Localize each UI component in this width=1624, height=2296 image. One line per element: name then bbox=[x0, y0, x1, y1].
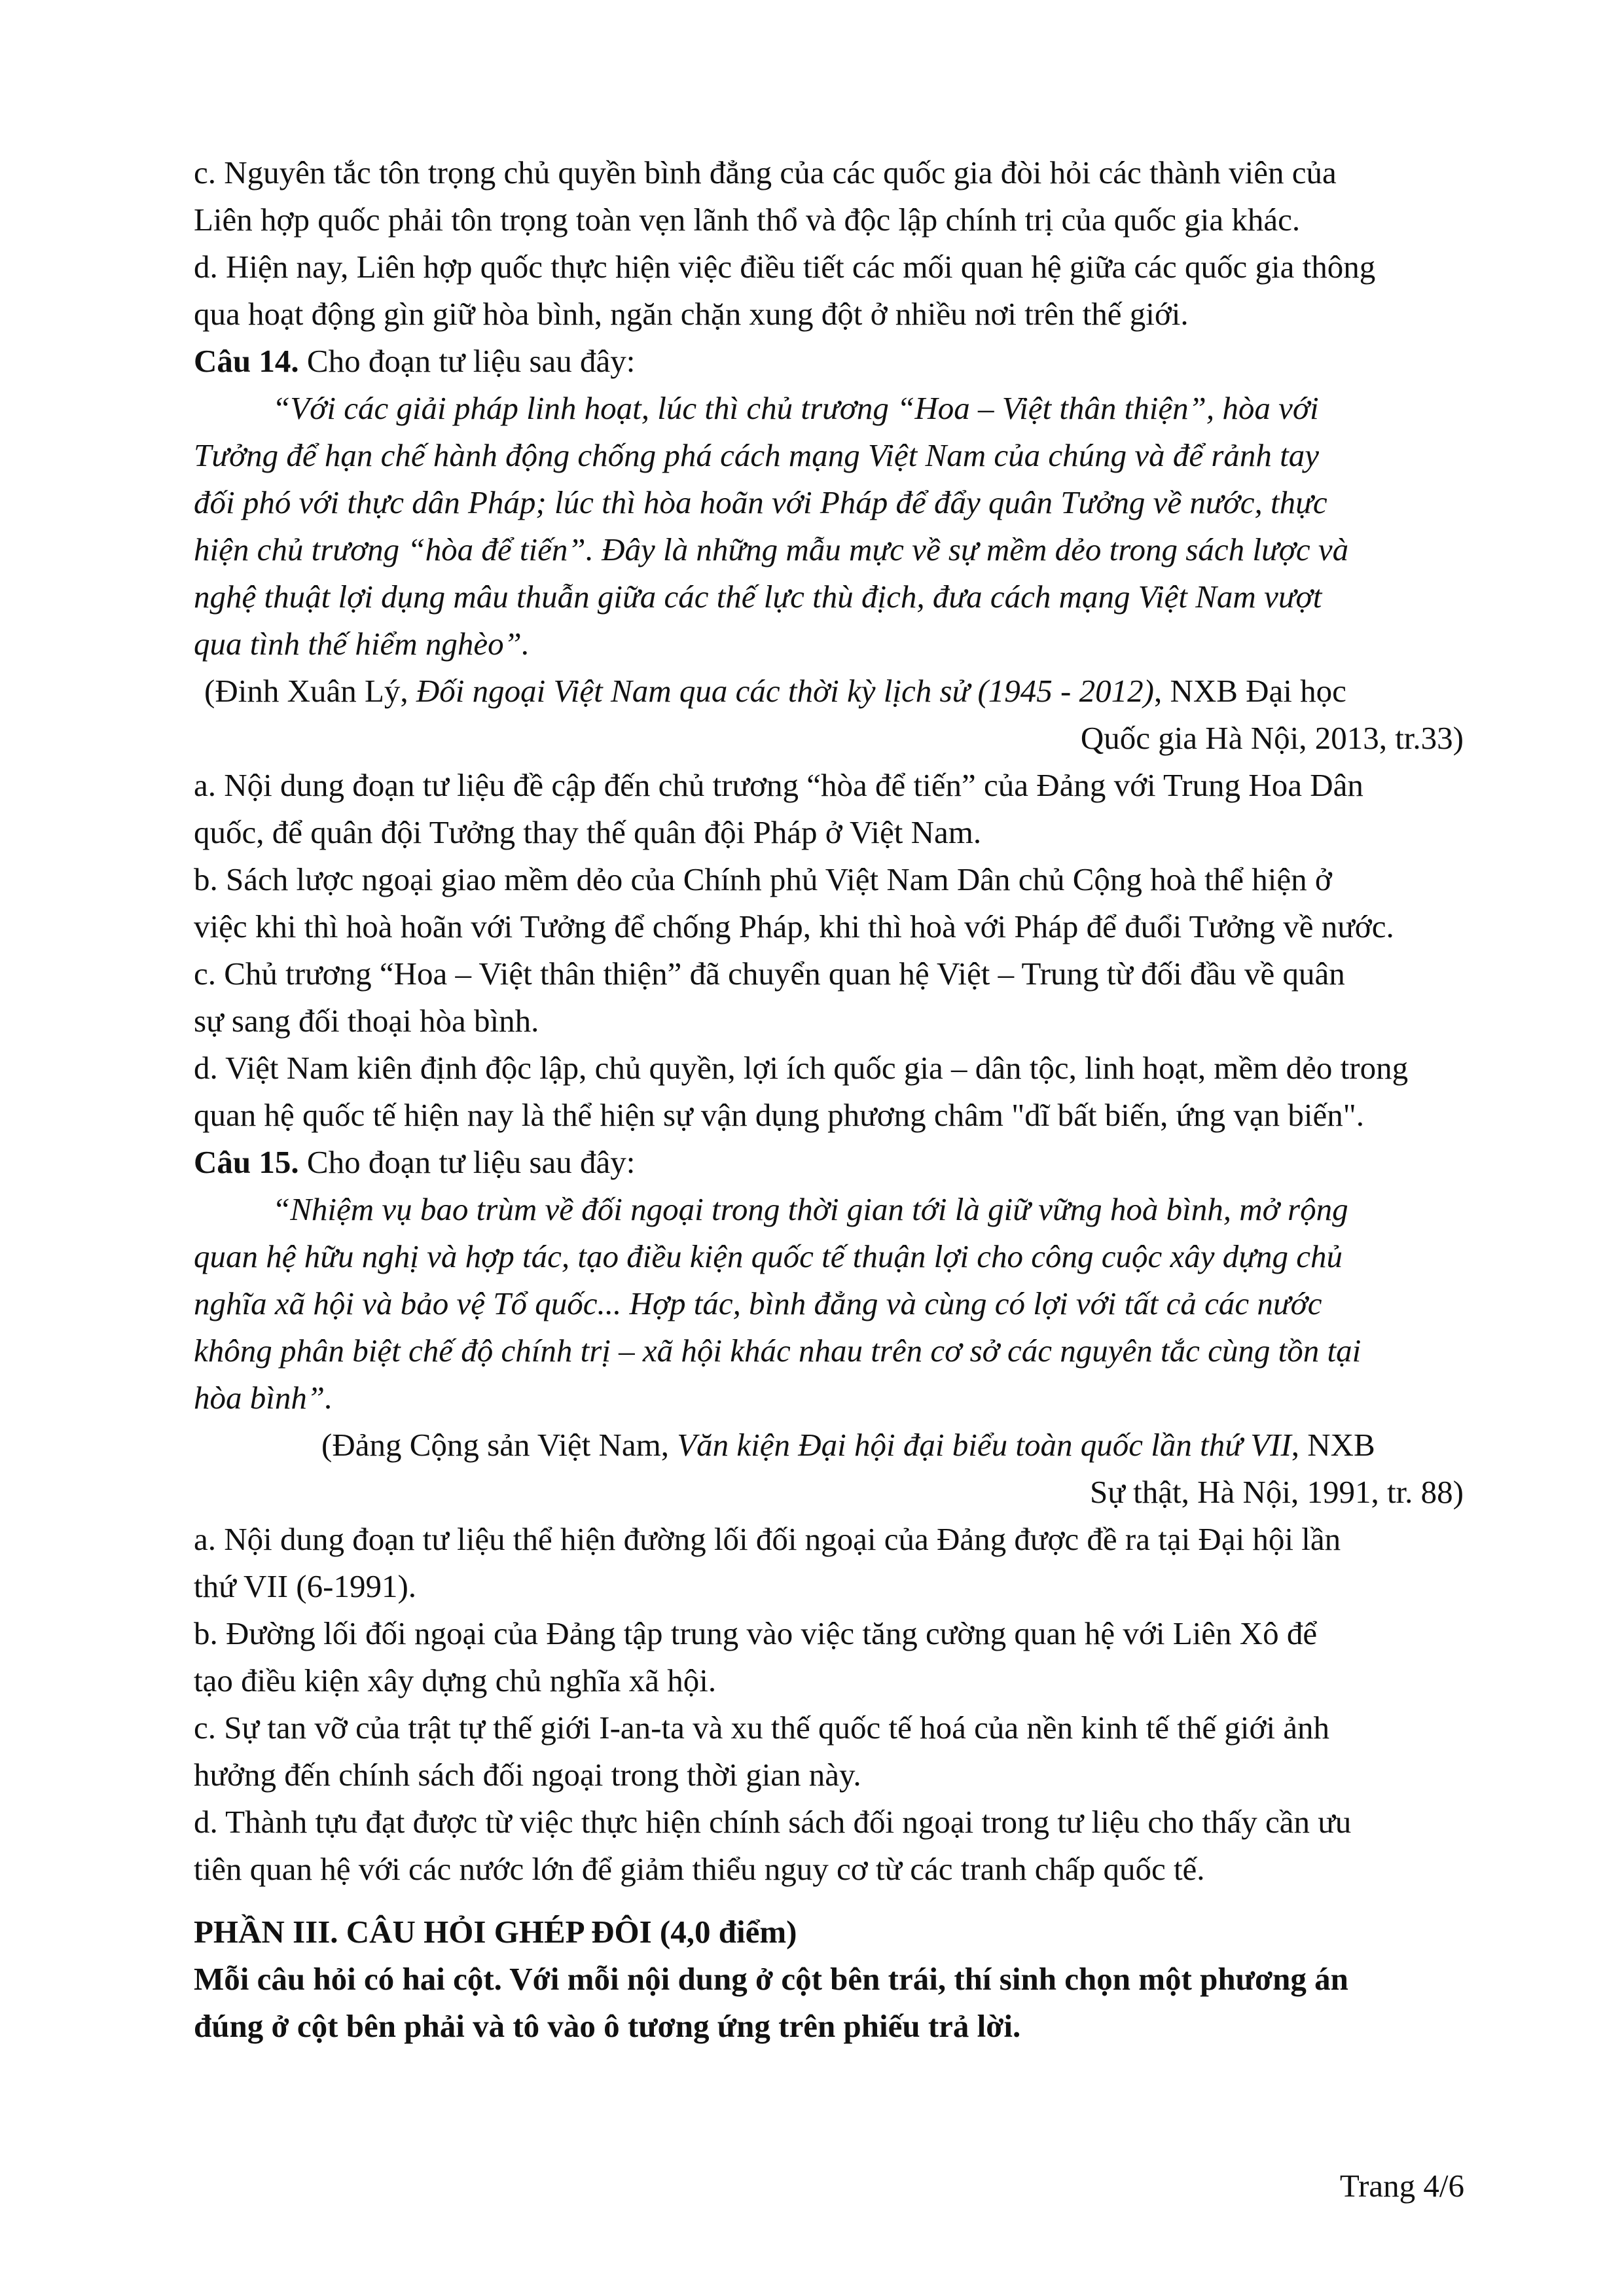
text-line: việc khi thì hoà hoãn với Tưởng để chống Pháp, khi thì hoà với Pháp để đuổi Tưởng về nước. bbox=[194, 908, 1394, 944]
quote-line: nghệ thuật lợi dụng mâu thuẫn giữa các thế lực thù địch, đưa cách mạng Việt Nam vượt bbox=[194, 579, 1322, 615]
question-intro: Cho đoạn tư liệu sau đây: bbox=[298, 343, 636, 379]
source-title: Văn kiện Đại hội đại biểu toàn quốc lần thứ VII bbox=[677, 1427, 1291, 1463]
section-instruction: đúng ở cột bên phải và tô vào ô tương ứng trên phiếu trả lời. bbox=[194, 2008, 1021, 2044]
text-line: thứ VII (6-1991). bbox=[194, 1568, 417, 1604]
question-label: Câu 15. bbox=[194, 1144, 299, 1180]
text-line: quốc, để quân đội Tưởng thay thế quân đội Pháp ở Việt Nam. bbox=[194, 814, 982, 850]
exam-page-content bbox=[194, 149, 1464, 2050]
text-line: d. Việt Nam kiên định độc lập, chủ quyền, lợi ích quốc gia – dân tộc, linh hoạt, mềm dẻo trong bbox=[194, 1050, 1409, 1086]
q13-option-d bbox=[194, 243, 1464, 338]
q14-source bbox=[194, 668, 1464, 762]
quote-line: đối phó với thực dân Pháp; lúc thì hòa hoãn với Pháp để đẩy quân Tưởng về nước, thực bbox=[194, 484, 1327, 520]
text-line: c. Nguyên tắc tôn trọng chủ quyền bình đẳng của các quốc gia đòi hỏi các thành viên của bbox=[194, 154, 1337, 190]
quote-line: nghĩa xã hội và bảo vệ Tổ quốc... Hợp tác, bình đẳng và cùng có lợi với tất cả các nước bbox=[194, 1285, 1322, 1321]
q15-source bbox=[194, 1422, 1464, 1516]
page-number: Trang 4/6 bbox=[1339, 2168, 1464, 2204]
text-line: Liên hợp quốc phải tôn trọng toàn vẹn lãnh thổ và độc lập chính trị của quốc gia khác. bbox=[194, 202, 1301, 238]
text-line: b. Đường lối đối ngoại của Đảng tập trung vào việc tăng cường quan hệ với Liên Xô để bbox=[194, 1615, 1318, 1651]
source-publisher: , NXB bbox=[1291, 1427, 1375, 1463]
quote-line: hòa bình”. bbox=[194, 1380, 333, 1416]
text-line: tiên quan hệ với các nước lớn để giảm thiểu nguy cơ từ các tranh chấp quốc tế. bbox=[194, 1851, 1205, 1887]
q13-option-c bbox=[194, 149, 1464, 243]
source-title: Đối ngoại Việt Nam qua các thời kỳ lịch sử (1945 - 2012) bbox=[416, 673, 1154, 709]
source-author: (Đảng Cộng sản Việt Nam, bbox=[321, 1427, 677, 1463]
q14-option-b bbox=[194, 856, 1464, 950]
question-14-heading bbox=[194, 338, 1464, 385]
q15-option-d bbox=[194, 1799, 1464, 1893]
question-label: Câu 14. bbox=[194, 343, 299, 379]
source-line: Sự thật, Hà Nội, 1991, tr. 88) bbox=[1090, 1474, 1464, 1510]
question-intro: Cho đoạn tư liệu sau đây: bbox=[298, 1144, 636, 1180]
source-line bbox=[194, 1422, 1464, 1469]
source-author: (Đinh Xuân Lý, bbox=[204, 673, 416, 709]
source-publisher: , NXB Đại học bbox=[1153, 673, 1346, 709]
question-15-heading bbox=[194, 1139, 1464, 1186]
quote-line: “Nhiệm vụ bao trùm về đối ngoại trong thời gian tới là giữ vững hoà bình, mở rộng bbox=[272, 1191, 1348, 1227]
section-title: PHẦN III. CÂU HỎI GHÉP ĐÔI (4,0 điểm) bbox=[194, 1914, 797, 1950]
text-line: tạo điều kiện xây dựng chủ nghĩa xã hội. bbox=[194, 1662, 717, 1698]
q15-quote bbox=[194, 1186, 1464, 1422]
q14-option-a bbox=[194, 762, 1464, 856]
quote-line: “Với các giải pháp linh hoạt, lúc thì chủ trương “Hoa – Việt thân thiện”, hòa với bbox=[272, 390, 1319, 426]
text-line: c. Sự tan vỡ của trật tự thế giới I-an-ta và xu thế quốc tế hoá của nền kinh tế thế giới ảnh bbox=[194, 1710, 1330, 1746]
question-14 bbox=[194, 338, 1464, 1139]
q15-option-a bbox=[194, 1516, 1464, 1610]
quote-line: không phân biệt chế độ chính trị – xã hội khác nhau trên cơ sở các nguyên tắc cùng tồn tại bbox=[194, 1333, 1362, 1369]
quote-line: Tưởng để hạn chế hành động chống phá cách mạng Việt Nam của chúng và để rảnh tay bbox=[194, 437, 1320, 473]
text-line: hưởng đến chính sách đối ngoại trong thời gian này. bbox=[194, 1757, 861, 1793]
q14-quote bbox=[194, 385, 1464, 668]
q14-option-d bbox=[194, 1045, 1464, 1139]
text-line: c. Chủ trương “Hoa – Việt thân thiện” đã chuyển quan hệ Việt – Trung từ đối đầu về quân bbox=[194, 956, 1345, 992]
source-line: Quốc gia Hà Nội, 2013, tr.33) bbox=[1080, 720, 1464, 756]
quote-line: quan hệ hữu nghị và hợp tác, tạo điều kiện quốc tế thuận lợi cho công cuộc xây dựng chủ bbox=[194, 1238, 1343, 1274]
part-3 bbox=[194, 1909, 1464, 2050]
text-line: qua hoạt động gìn giữ hòa bình, ngăn chặn xung đột ở nhiều nơi trên thế giới. bbox=[194, 296, 1189, 332]
text-line: a. Nội dung đoạn tư liệu đề cập đến chủ trương “hòa để tiến” của Đảng với Trung Hoa Dân bbox=[194, 767, 1363, 803]
source-line bbox=[194, 668, 1464, 715]
text-line: a. Nội dung đoạn tư liệu thể hiện đường lối đối ngoại của Đảng được đề ra tại Đại hội lần bbox=[194, 1521, 1341, 1557]
q15-option-b bbox=[194, 1610, 1464, 1704]
text-line: d. Thành tựu đạt được từ việc thực hiện chính sách đối ngoại trong tư liệu cho thấy cần ưu bbox=[194, 1804, 1352, 1840]
question-15 bbox=[194, 1139, 1464, 1893]
q14-option-c bbox=[194, 950, 1464, 1045]
text-line: quan hệ quốc tế hiện nay là thể hiện sự vận dụng phương châm "dĩ bất biến, ứng vạn biến". bbox=[194, 1097, 1365, 1133]
quote-line: hiện chủ trương “hòa để tiến”. Đây là những mẫu mực về sự mềm dẻo trong sách lược và bbox=[194, 531, 1349, 567]
text-line: d. Hiện nay, Liên hợp quốc thực hiện việc điều tiết các mối quan hệ giữa các quốc gia thông bbox=[194, 249, 1376, 285]
q15-option-c bbox=[194, 1704, 1464, 1799]
text-line: b. Sách lược ngoại giao mềm dẻo của Chính phủ Việt Nam Dân chủ Cộng hoà thể hiện ở bbox=[194, 861, 1332, 897]
text-line: sự sang đối thoại hòa bình. bbox=[194, 1003, 539, 1039]
quote-line: qua tình thế hiểm nghèo”. bbox=[194, 626, 530, 662]
section-instruction: Mỗi câu hỏi có hai cột. Với mỗi nội dung ở cột bên trái, thí sinh chọn một phương án bbox=[194, 1961, 1348, 1997]
